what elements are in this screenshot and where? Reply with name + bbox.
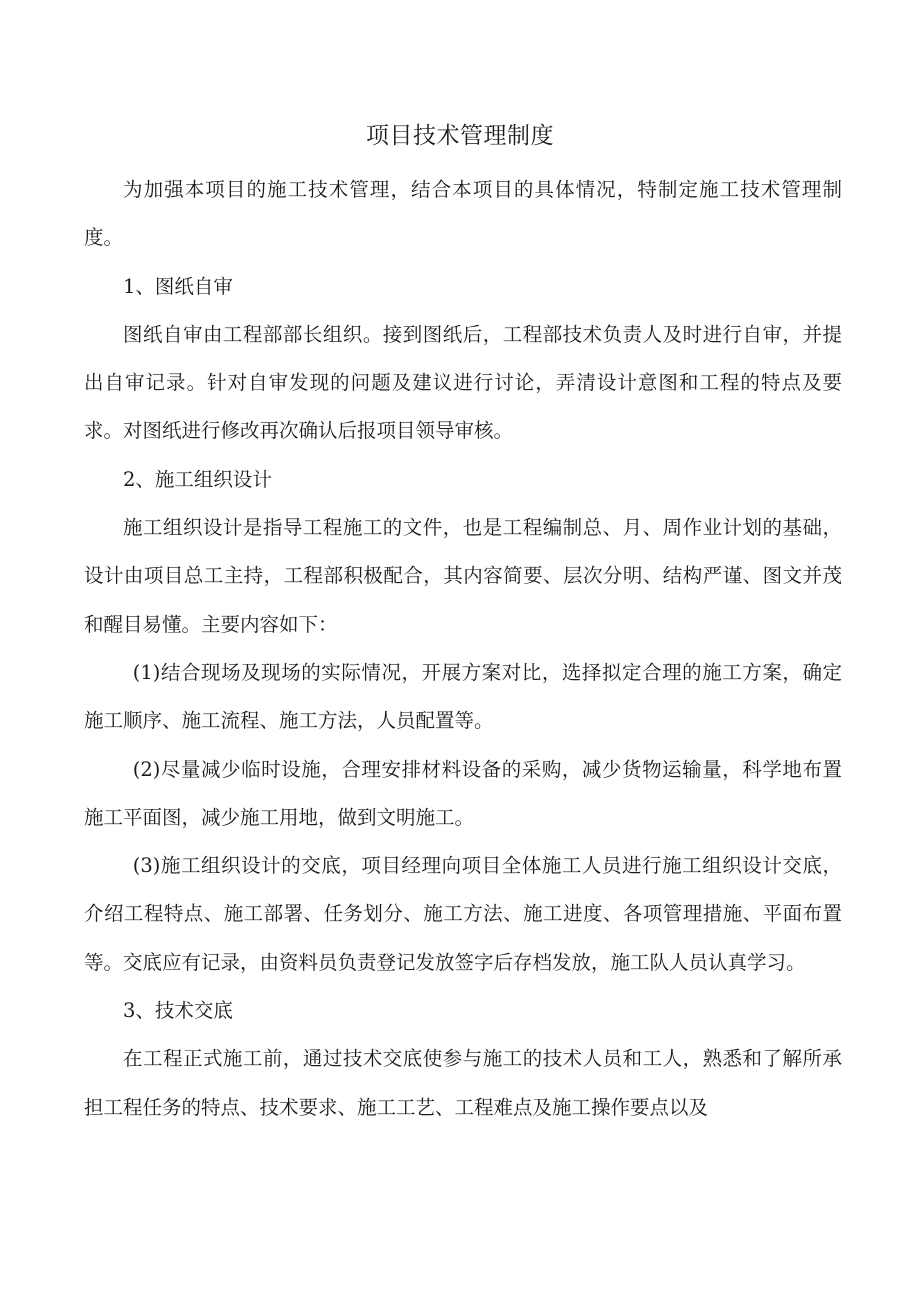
section-heading-construction-design: 2、施工组织设计 [123,467,272,491]
list-item-3: (3)施工组织设计的交底，项目经理向项目全体施工人员进行施工组织设计交底，介绍工程特点、施工部署、任务划分、施工方法、施工进度、各项管理措施、平面布置等。交底应有记录，由资料员负责登记发放签字后存档发放，施工队人员认真学习。 [84,854,842,974]
construction-design-paragraph: 施工组织设计是指导工程施工的文件，也是工程编制总、月、周作业计划的基础，设计由项目总工主持，工程部积极配合，其内容简要、层次分明、结构严谨、图文并茂和醒目易懂。主要内容如下： [84,516,842,636]
intro-paragraph: 为加强本项目的施工技术管理，结合本项目的具体情况，特制定施工技术管理制度。 [84,178,842,250]
document-body [84,166,842,1132]
document-title: 项目技术管理制度 [366,123,554,149]
section-heading-technical-briefing: 3、技术交底 [123,999,233,1023]
list-item-1: (1)结合现场及现场的实际情况，开展方案对比，选择拟定合理的施工方案，确定施工顺序、施工流程、施工方法，人员配置等。 [84,660,842,733]
technical-briefing-paragraph: 在工程正式施工前，通过技术交底使参与施工的技术人员和工人，熟悉和了解所承担工程任务的特点、技术要求、施工工艺、工程难点及施工操作要点以及 [84,1047,842,1119]
list-item-2: (2)尽量减少临时设施，合理安排材料设备的采购，减少货物运输量，科学地布置施工平面图，减少施工用地，做到文明施工。 [84,757,842,829]
drawing-review-paragraph: 图纸自审由工程部部长组织。接到图纸后，工程部技术负责人及时进行自审，并提出自审记录。针对自审发现的问题及建议进行讨论，弄清设计意图和工程的特点及要求。对图纸进行修改再次确认后报项目领导审核。 [84,322,842,443]
section-heading-drawing-review: 1、图纸自审 [123,274,233,298]
